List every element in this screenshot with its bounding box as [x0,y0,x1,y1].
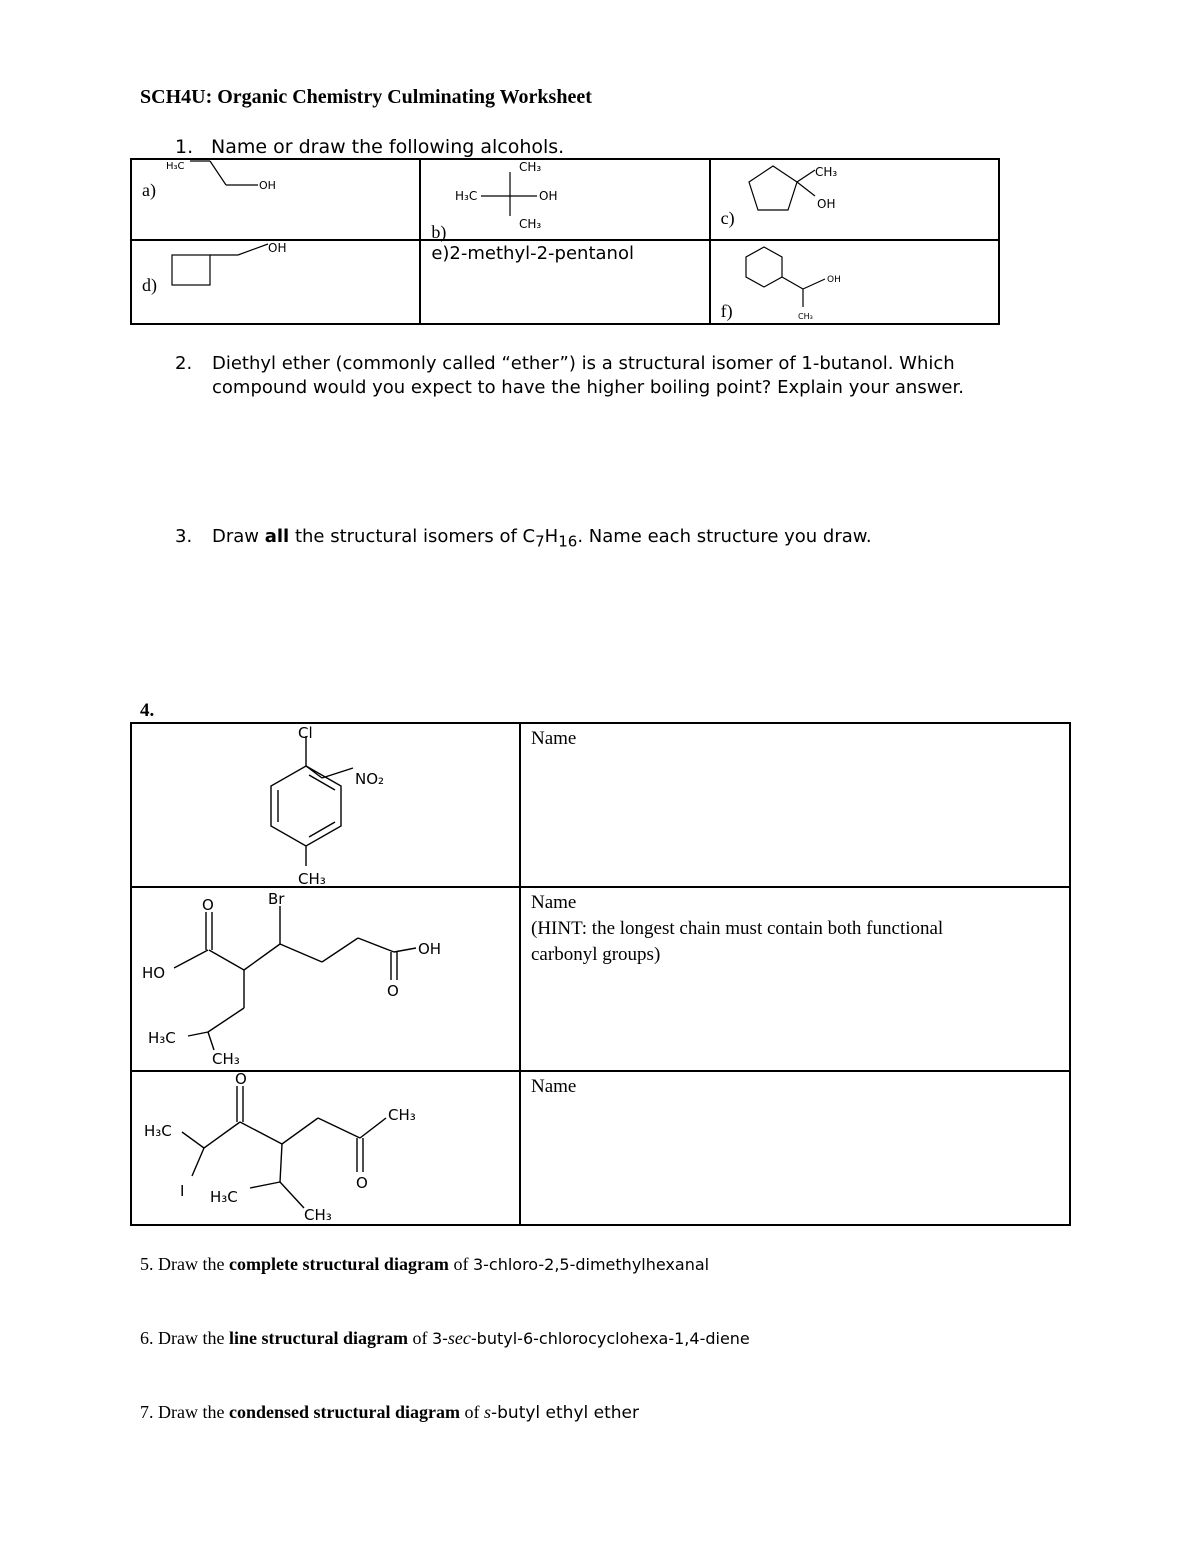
atom-label: HO [142,964,166,982]
atom-label: CH₃ [814,165,837,179]
text-emphasis: complete structural diagram [228,1254,449,1274]
atom-label: H₃C [210,1188,238,1206]
cell-c [710,159,999,240]
question-7 [140,1402,639,1423]
subscript: 16 [558,532,578,551]
cell-label: f) [720,301,733,321]
structure-d [132,241,420,325]
text-fragment: . Name each structure you draw. [577,526,872,547]
text-emphasis: condensed structural diagram [228,1402,460,1422]
cell-label: c) [720,208,735,228]
text-fragment: the structural isomers of C [289,526,536,547]
atom-label: H₃C [455,189,478,203]
atom-label: O [387,982,399,1000]
question-number: 3. [175,526,193,547]
cell-label: e)2-methyl-2-pentanol [431,243,634,264]
cell-e [420,240,709,324]
question-text: Diethyl ether (commonly called “ether”) is a structural isomer of 1-butanol. Which compound would you expect to have the higher boiling point? Explain your answer. [212,353,964,398]
question-text [212,526,1055,551]
atom-label: CH₃ [388,1106,416,1124]
structure-f [711,241,999,325]
compound-name: -butyl ethyl ether [491,1403,639,1423]
question-number: 2. [175,353,193,374]
text-fragment: of [407,1328,432,1348]
compound-name: 3- [431,1329,448,1348]
question-6 [140,1328,750,1349]
atom-label: CH₃ [519,160,542,174]
atom-label: OH [826,275,841,285]
bromo-diacid-structure [132,888,519,1072]
question-4-number: 4. [140,700,155,721]
atom-label: Br [268,890,285,908]
chloro-nitro-toluene-structure [132,724,519,888]
atom-label: OH [539,189,558,203]
text-fragment: 6. Draw the [140,1328,229,1348]
cell-label: b) [431,222,447,242]
worksheet-title: SCH4U: Organic Chemistry Culminating Worksheet [140,86,592,108]
name-answer-cell-2[interactable] [520,887,1070,1071]
atom-label: OH [259,179,276,192]
text-fragment: H [544,526,559,547]
text-fragment: 5. Draw the [140,1254,229,1274]
structure-cell-1 [131,723,520,887]
name-answer-cell-1[interactable] [520,723,1070,887]
hint-text: (HINT: the longest chain must contain both functional carbonyl groups) [531,918,944,965]
name-label: Name [531,892,577,913]
atom-label: NO₂ [355,770,385,788]
alcohols-table [130,158,1000,325]
text-fragment: 7. Draw the [140,1402,229,1422]
question-number: 1. [175,136,194,158]
question-text: Name or draw the following alcohols. [211,136,565,158]
cell-f [710,240,999,324]
text-fragment: Draw [212,526,265,547]
atom-label: H₃C [144,1122,172,1140]
question-3 [175,526,1055,551]
atom-label: O [202,896,214,914]
atom-label: CH₃ [298,870,326,888]
cell-label: d) [142,275,157,295]
structure-cell-2 [131,887,520,1071]
atom-label: CH₃ [797,312,813,321]
question-5 [140,1254,709,1275]
text-fragment: of [459,1402,484,1422]
cell-label: a) [142,180,156,200]
structure-b [421,160,709,240]
atom-label: I [180,1182,185,1200]
atom-label: OH [816,197,836,211]
compound-name: -butyl-6-chlorocyclohexa-1,4-diene [470,1329,750,1348]
atom-label: Cl [298,724,313,742]
iodo-diketone-structure [132,1072,519,1226]
name-label: Name [531,1076,577,1097]
structure-cell-3 [131,1071,520,1225]
atom-label: CH₃ [519,217,542,231]
question-2 [175,352,1055,400]
text-emphasis: all [264,526,290,547]
structure-a [132,160,420,240]
atom-label: CH₃ [304,1206,332,1224]
atom-label: CH₃ [212,1050,240,1068]
structure-c [711,160,999,240]
compound-name: 3-chloro-2,5-dimethylhexanal [472,1255,710,1274]
compound-prefix: sec [447,1328,471,1348]
question-1-prompt [175,136,564,158]
atom-label: OH [418,940,442,958]
atom-label: O [235,1072,247,1088]
atom-label: OH [268,241,287,255]
name-answer-cell-3[interactable] [520,1071,1070,1225]
text-emphasis: line structural diagram [228,1328,408,1348]
name-label: Name [531,728,577,749]
atom-label: H₃C [148,1029,176,1047]
cell-b [420,159,709,240]
compound-prefix: s [483,1402,491,1422]
text-fragment: of [448,1254,473,1274]
naming-table [130,722,1071,1226]
subscript: 7 [535,532,545,551]
atom-label: O [356,1174,368,1192]
cell-a [131,159,420,240]
atom-label: H₃C [166,161,185,172]
cell-d [131,240,420,324]
